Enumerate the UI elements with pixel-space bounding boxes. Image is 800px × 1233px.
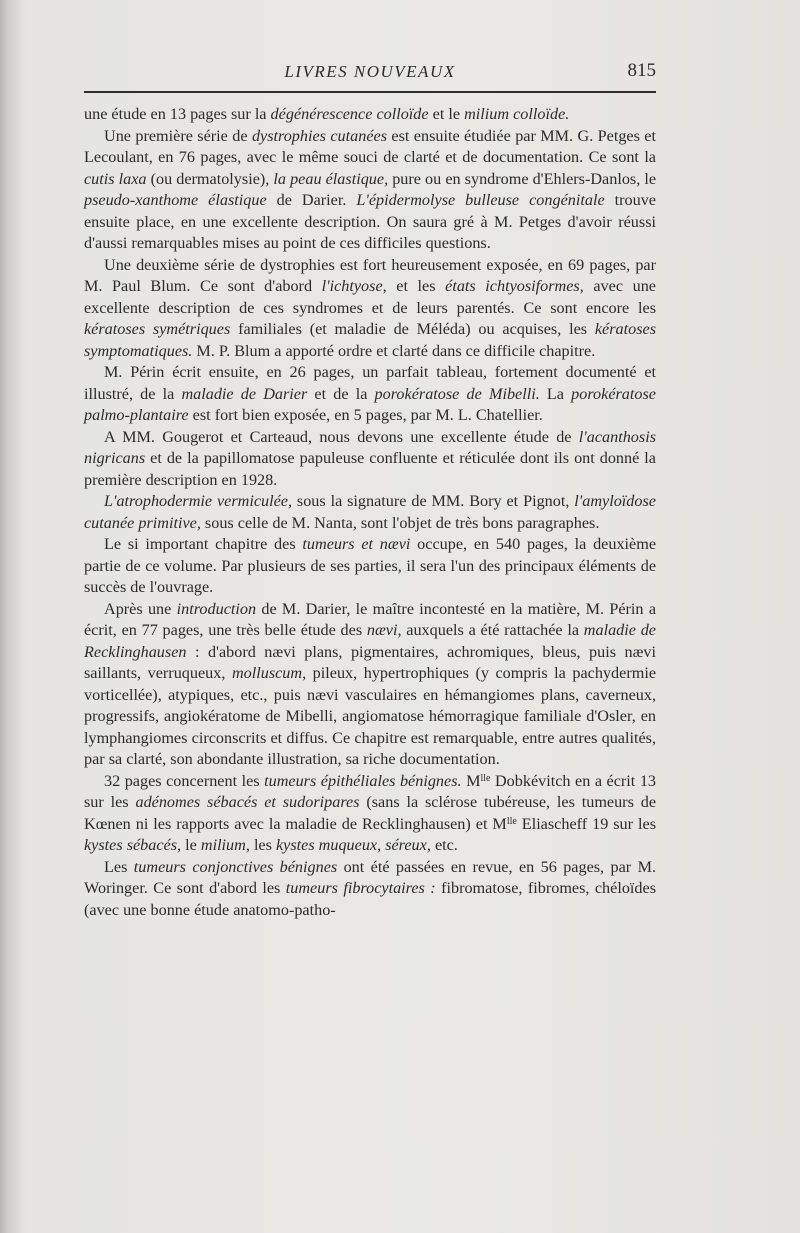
text-run: pure ou en syndrome d'Ehlers-Danlos, le (388, 169, 657, 188)
text-run: Une première série de (104, 126, 252, 145)
italic-text: milium colloïde. (464, 105, 570, 123)
text-run: : d'abord nævi plans, pigmentaires, achromiques, bleus, puis nævi saillants, verruqueux, (84, 642, 656, 682)
text-run: trouve ensuite place, en une excellente description. On saura gré à M. Petges d'avoir réussi d'aussi remarquables mises au point de ces difficiles questions. (84, 191, 656, 252)
text-run: Eliascheff 19 sur les (516, 814, 656, 833)
italic-text: porokératose palmo-plantaire (84, 384, 656, 424)
italic-text: pseudo-xanthome élastique (84, 191, 267, 209)
paragraph (84, 362, 656, 427)
running-title: LIVRES NOUVEAUX (284, 62, 456, 81)
italic-text: l'amyloïdose cutanée primitive, (84, 492, 656, 532)
header-rule (84, 91, 656, 93)
text-run: (sans la sclérose tubéreuse, les tumeurs de Kœnen ni les rapports avec la maladie de Recklinghausen) et M (84, 793, 656, 833)
text-run: etc. (430, 836, 458, 854)
text-run: A MM. Gougerot et Carteaud, nous devons une excellente étude de (104, 427, 579, 446)
text-run: sous la signature de MM. Bory et Pignot, (292, 492, 575, 510)
italic-text: milium, (200, 836, 250, 854)
text-run: fibromatose, fibromes, chéloïdes (avec une bonne étude anatomo-patho- (84, 879, 656, 919)
text-run: de M. Darier, le maître incontesté en la matière, M. Périn a écrit, en 77 pages, une très belle étude des (84, 599, 657, 639)
text-run: sous celle de M. Nanta, sont l'objet de très bons paragraphes. (200, 513, 600, 532)
text-run: (ou dermatolysie), (146, 169, 274, 188)
text-run: ont été passées en revue, en 56 pages, par M. Woringer. Ce sont d'abord les (84, 857, 657, 897)
italic-text: tumeurs épithéliales bénignes. (264, 771, 462, 790)
text-run: 32 pages concernent les (104, 771, 265, 790)
italic-text: adénomes sébacés et sudoripares (135, 793, 360, 811)
text-run: les (249, 836, 276, 854)
italic-text: l'acanthosis nigricans (84, 427, 656, 467)
italic-text: kystes muqueux, séreux, (275, 836, 431, 854)
italic-text: kystes sébacés, (84, 836, 182, 854)
superscript: lle (506, 815, 517, 827)
italic-text: dystrophies cutanées (251, 126, 388, 145)
italic-text: maladie de Darier (181, 384, 308, 403)
paragraph (84, 857, 656, 922)
text-run: familiales (et maladie de Méléda) ou acquises, les (230, 320, 595, 338)
italic-text: maladie de Recklinghausen (84, 621, 656, 661)
text-run: La (539, 384, 572, 403)
italic-text: cutis laxa (84, 169, 147, 188)
text-run: et de la (307, 384, 375, 403)
text-run: auxquels a été rattachée la (401, 621, 584, 639)
italic-text: tumeurs conjonctives bénignes (133, 857, 338, 876)
text-run: Le si important chapitre des (104, 535, 303, 553)
text-run: et les (386, 277, 446, 295)
paragraph (84, 771, 656, 857)
text-run: M (461, 771, 481, 790)
text-run: Les (104, 857, 134, 876)
text-run: est ensuite étudiée par MM. G. Petges et Lecoulant, en 76 pages, avec le même souci de clarté et de documentation. Ce sont la (84, 126, 656, 166)
text-run: et de la papillomatose papuleuse confluente et réticulée dont ils ont donné la première description en 1928. (84, 449, 656, 489)
paragraph (84, 534, 656, 599)
superscript: lle (480, 772, 491, 784)
italic-text: tumeurs et nævi (302, 535, 411, 553)
italic-text: L'épidermolyse bulleuse congénitale (356, 191, 605, 209)
text-run: M. Périn écrit ensuite, en 26 pages, un parfait tableau, fortement documenté et illustré, de la (84, 363, 656, 403)
text-run: une étude en 13 pages sur la (84, 105, 271, 123)
paragraph (84, 599, 656, 771)
italic-text: l'ichtyose, (321, 277, 387, 295)
text-run: M. P. Blum a apporté ordre et clarté dans ce difficile chapitre. (192, 341, 596, 360)
italic-text: kératoses symétriques (84, 320, 231, 338)
italic-text: dégénérescence colloïde (270, 105, 429, 123)
paragraph (84, 427, 656, 492)
paragraph (84, 104, 656, 126)
text-run: et le (428, 105, 465, 123)
text-run: Dobkévitch en a écrit 13 sur les (84, 771, 657, 811)
text-run: pileux, hypertrophiques (y compris la pachydermie vorticellée), atypiques, etc., puis nævi vasculaires en hémangiomes plans, caverneux, progressifs, angiokératome de Mibelli, angiomatose hémorragique familiale d'Osler, en lymphangiomes circonscrits et diffus. Ce chapitre est remarquable, entre autres qualités, par sa clarté, son abondante illustration, sa riche documentation. (84, 664, 657, 768)
italic-text: L'atrophodermie vermiculée, (104, 492, 293, 510)
paragraph (84, 491, 656, 534)
italic-text: la peau élastique, (273, 169, 389, 188)
italic-text: états ichtyosiformes, (445, 277, 584, 295)
italic-text: kératoses symptomatiques. (84, 320, 656, 360)
text-run: le (181, 836, 201, 854)
italic-text: nævi, (366, 621, 402, 639)
page-number: 815 (627, 60, 656, 81)
text-run: Une deuxième série de dystrophies est fort heureusement exposée, en 69 pages, par M. Paul Blum. Ce sont d'abord (84, 255, 656, 295)
text-run: avec une excellente description de ces syndromes et de leurs parentés. Ce sont encore les (84, 277, 656, 317)
text-run: Après une (104, 599, 177, 618)
italic-text: tumeurs fibrocytaires : (285, 879, 436, 897)
text-run: est fort bien exposée, en 5 pages, par M. L. Chatellier. (188, 406, 543, 424)
paragraph (84, 255, 656, 363)
italic-text: introduction (176, 599, 257, 618)
italic-text: molluscum, (231, 664, 307, 682)
page-header (84, 58, 656, 88)
text-run: de Darier. (266, 191, 357, 209)
paragraph (84, 126, 656, 255)
text-run: occupe, en 540 pages, la deuxième partie de ce volume. Par plusieurs de ses parties, il sera l'un des principaux éléments de succès de l'ouvrage. (84, 535, 657, 596)
italic-text: porokératose de Mibelli. (374, 384, 540, 403)
body-text (84, 104, 656, 921)
